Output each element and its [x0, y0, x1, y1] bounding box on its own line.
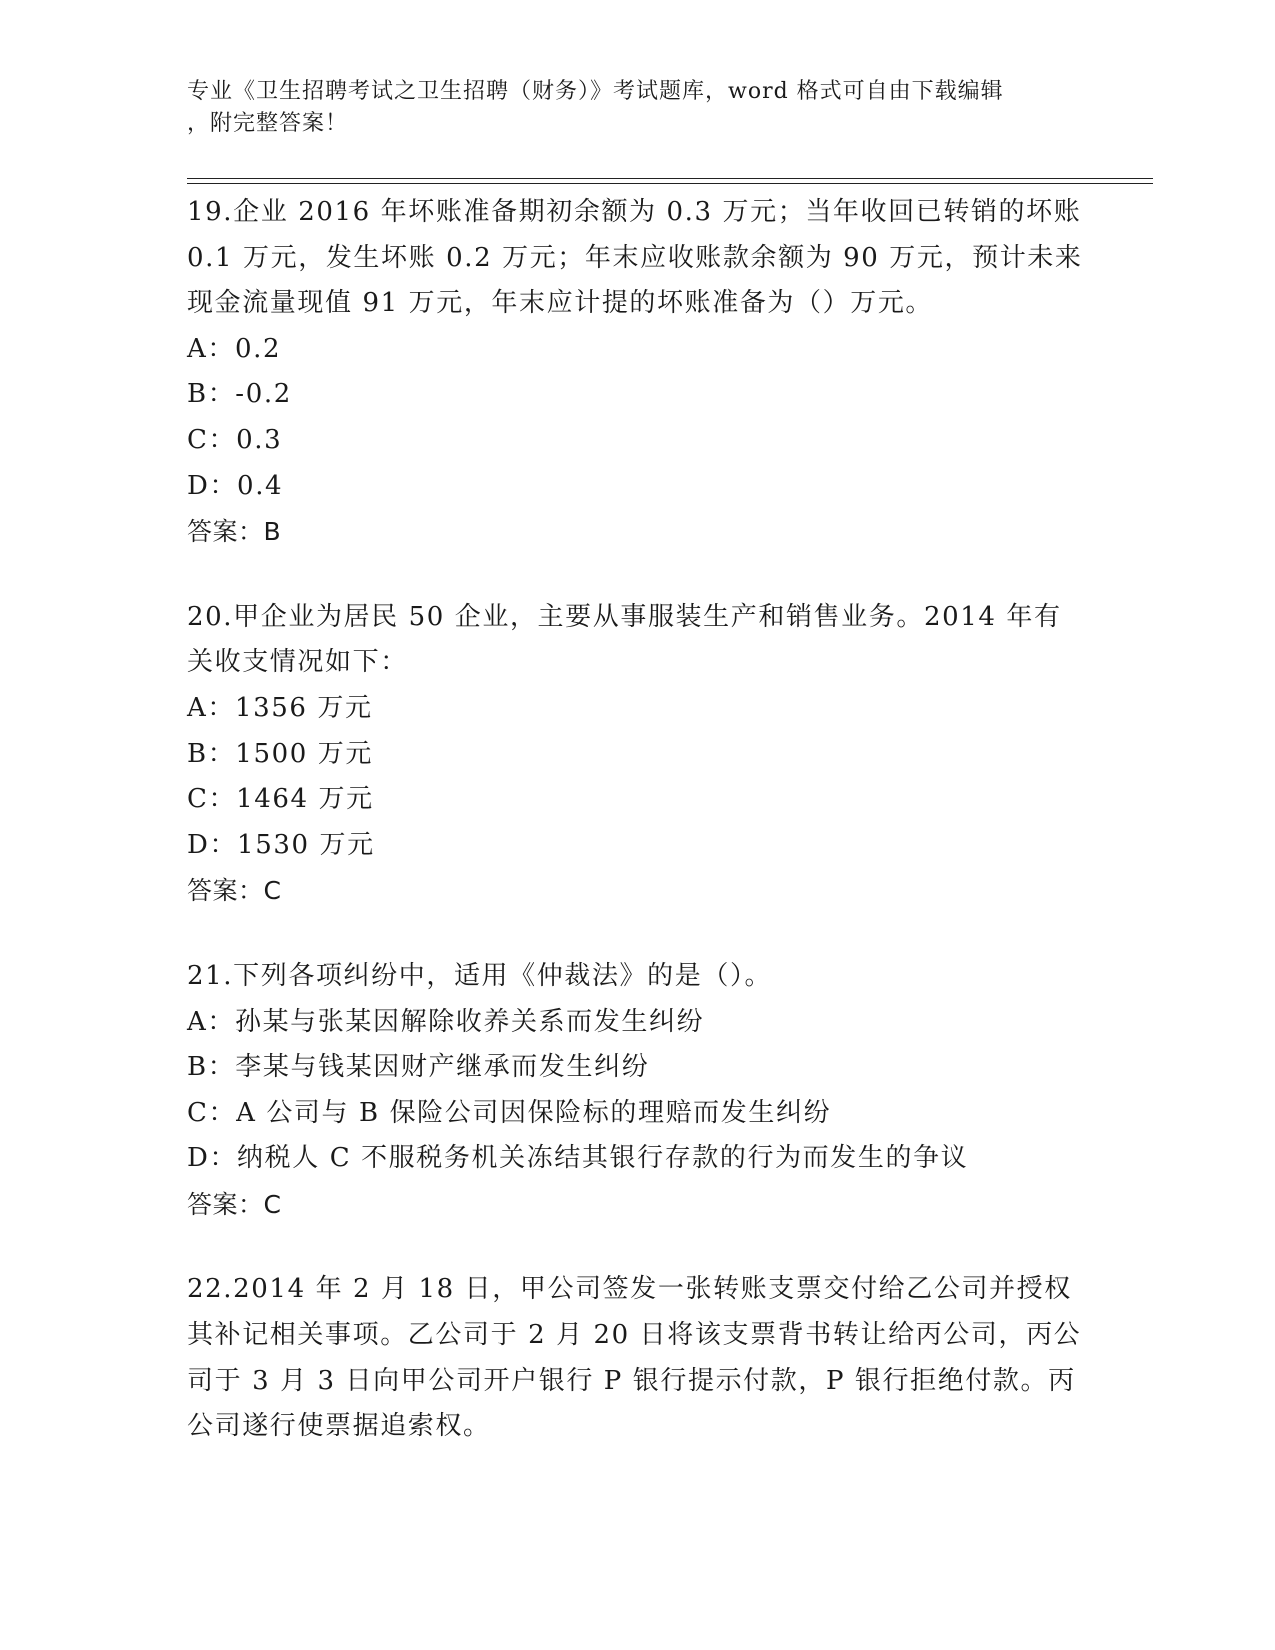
question-text: 22.2014 年 2 月 18 日，甲公司签发一张转账支票交付给乙公司并授权其补记相关事项。乙公司于 2 月 20 日将该支票背书转让给丙公司，丙公司于 3 月 3 日向甲公司开户银行 P 银行提示付款，P 银行拒绝付款。丙公司遂行使票据追索权。: [187, 1274, 1082, 1442]
option-b: B：1500 万元: [187, 738, 373, 769]
header-line-1: 专业《卫生招聘考试之卫生招聘（财务）》考试题库，word 格式可自由下载编辑: [187, 79, 1004, 104]
question-20: [187, 595, 1087, 914]
question-list: [187, 190, 1092, 1490]
answer: 答案：C: [187, 876, 282, 906]
option-a: A：0.2: [187, 333, 282, 364]
option-c: C：1464 万元: [187, 784, 374, 815]
option-a: A：孙某与张某因解除收养关系而发生纠纷: [187, 1006, 705, 1037]
question-21: [187, 954, 1087, 1228]
option-a: A：1356 万元: [187, 692, 373, 723]
question-19: [187, 190, 1092, 555]
option-c: C：A 公司与 B 保险公司因保险标的理赔而发生纠纷: [187, 1097, 832, 1128]
option-b: B：李某与钱某因财产继承而发生纠纷: [187, 1052, 650, 1083]
option-d: D：0.4: [187, 470, 284, 501]
page-header: [187, 76, 1087, 140]
question-text: 21.下列各项纠纷中，适用《仲裁法》的是（）。: [187, 960, 773, 991]
option-b: B：-0.2: [187, 379, 292, 410]
header-line-2: ，附完整答案！: [187, 111, 349, 136]
option-c: C：0.3: [187, 424, 283, 455]
answer: 答案：C: [187, 1189, 282, 1219]
option-d: D：纳税人 C 不服税务机关冻结其银行存款的行为而发生的争议: [187, 1143, 969, 1174]
answer: 答案：B: [187, 517, 282, 547]
option-d: D：1530 万元: [187, 829, 375, 860]
question-22: [187, 1267, 1087, 1449]
header-divider-bottom: [187, 183, 1153, 184]
question-text: 19.企业 2016 年坏账准备期初余额为 0.3 万元；当年收回已转销的坏账 0.1 万元，发生坏账 0.2 万元；年末应收账款余额为 90 万元，预计未来现金流量现值 91 万元，年末应计提的坏账准备为（）万元。: [187, 197, 1092, 319]
header-divider-top: [187, 178, 1153, 179]
question-text: 20.甲企业为居民 50 企业，主要从事服装生产和销售业务。2014 年有关收支情况如下：: [187, 601, 1062, 678]
